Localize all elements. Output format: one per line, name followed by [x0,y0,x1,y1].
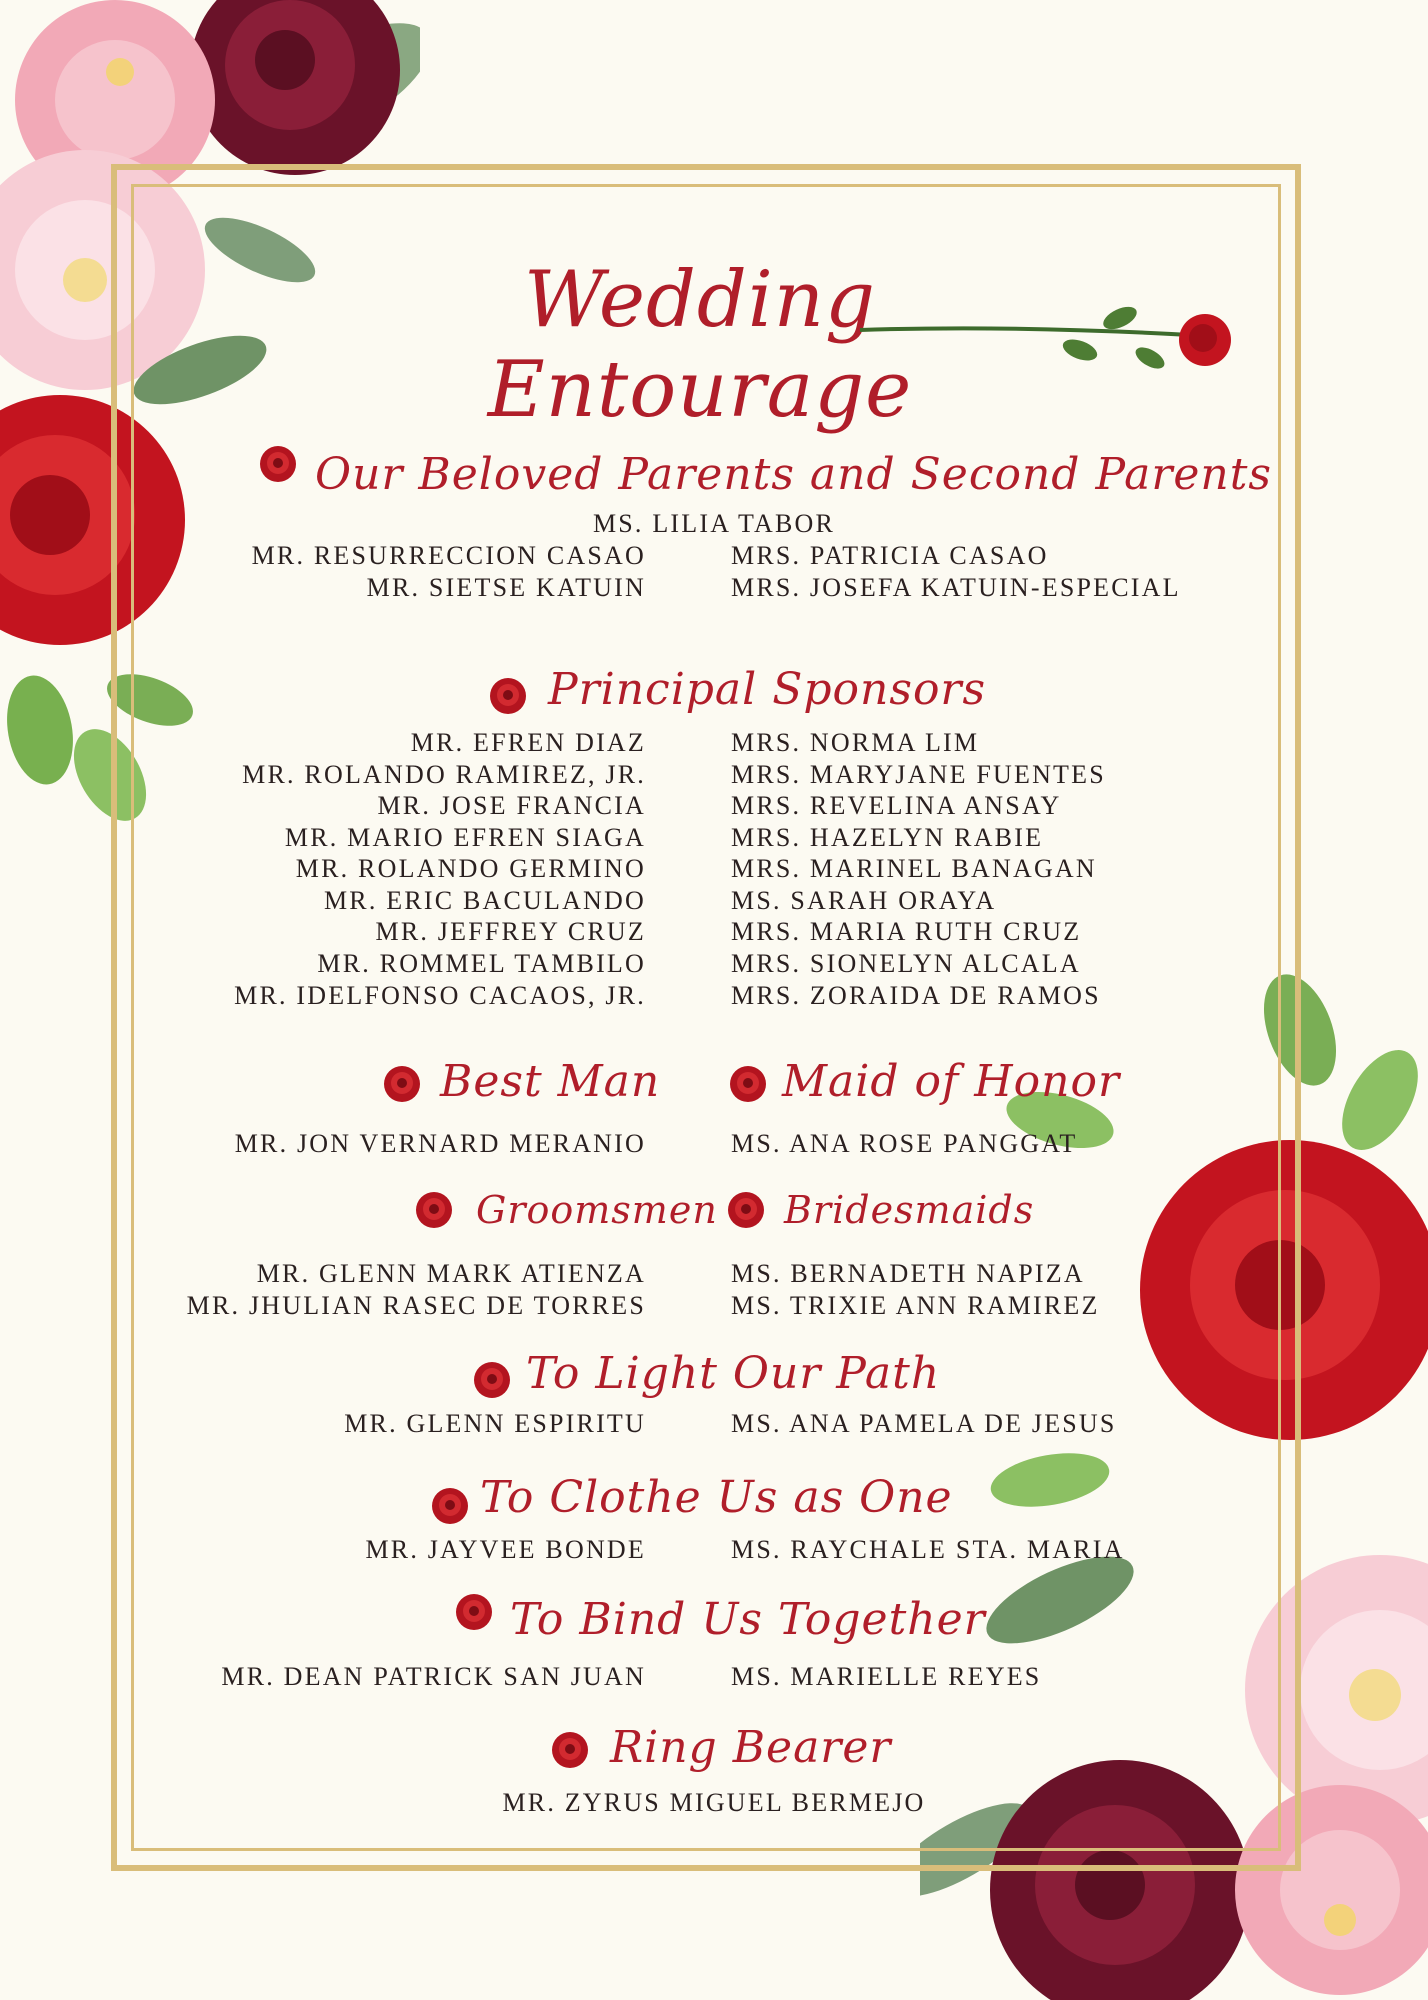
parent-name: MR. RESURRECCION CASAO [251,541,646,570]
maid-of-honor-name: MS. ANA ROSE PANGGAT [731,1129,1078,1158]
rose-bullet-icon [728,1064,768,1104]
sponsor-name: MR. MARIO EFREN SIAGA [284,823,646,852]
candle-sponsor-name: MS. ANA PAMELA DE JESUS [731,1409,1117,1438]
sponsor-name: MR. JOSE FRANCIA [377,791,646,820]
section-heading-clothe: To Clothe Us as One [480,1472,953,1523]
sponsor-name: MR. ROLANDO RAMIREZ, JR. [242,760,646,789]
rose-bullet-icon [550,1730,590,1770]
rose-stem-icon [860,290,1240,380]
sponsor-name: MR. JEFFREY CRUZ [375,917,646,946]
parent-name: MRS. JOSEFA KATUIN-ESPECIAL [731,573,1181,602]
sponsor-name: MS. SARAH ORAYA [731,886,997,915]
section-heading-parents: Our Beloved Parents and Second Parents [315,449,1272,500]
sponsor-name: MRS. NORMA LIM [731,728,980,757]
candle-sponsor-name: MR. GLENN ESPIRITU [344,1409,646,1438]
sponsor-name: MR. EFREN DIAZ [410,728,646,757]
sponsor-name: MR. ROLANDO GERMINO [295,854,646,883]
section-heading-bridesmaids: Bridesmaids [784,1188,1035,1232]
sponsor-name: MRS. REVELINA ANSAY [731,791,1062,820]
parent-name: MRS. PATRICIA CASAO [731,541,1049,570]
groomsman-name: MR. JHULIAN RASEC DE TORRES [186,1291,646,1320]
rose-bullet-icon [454,1592,494,1632]
section-heading-maid-of-honor: Maid of Honor [782,1056,1120,1107]
rose-bullet-icon [488,676,528,716]
section-heading-groomsmen: Groomsmen [476,1188,718,1232]
bridesmaid-name: MS. TRIXIE ANN RAMIREZ [731,1291,1100,1320]
sponsor-name: MR. IDELFONSO CACAOS, JR. [234,981,646,1010]
rose-bullet-icon [430,1486,470,1526]
section-heading-best-man: Best Man [440,1056,661,1107]
page-title: Wedding Entourage [487,255,913,435]
sponsor-name: MR. ERIC BACULANDO [323,886,646,915]
best-man-name: MR. JON VERNARD MERANIO [234,1129,646,1158]
sponsor-name: MRS. MARYJANE FUENTES [731,760,1106,789]
parent-name: MR. SIETSE KATUIN [366,573,646,602]
section-heading-bind: To Bind Us Together [510,1594,986,1645]
cord-sponsor-name: MS. MARIELLE REYES [731,1662,1042,1691]
section-heading-light: To Light Our Path [526,1348,941,1399]
sponsor-name: MRS. ZORAIDA DE RAMOS [731,981,1101,1010]
groomsman-name: MR. GLENN MARK ATIENZA [256,1259,646,1288]
ring-bearer-name: MR. ZYRUS MIGUEL BERMEJO [502,1788,926,1817]
section-heading-ring-bearer: Ring Bearer [610,1722,892,1773]
rose-bullet-icon [414,1190,454,1230]
sponsor-name: MRS. HAZELYN RABIE [731,823,1044,852]
veil-sponsor-name: MS. RAYCHALE STA. MARIA [731,1535,1125,1564]
veil-sponsor-name: MR. JAYVEE BONDE [365,1535,646,1564]
rose-bullet-icon [258,444,298,484]
parent-name: MS. LILIA TABOR [592,509,836,538]
bridesmaid-name: MS. BERNADETH NAPIZA [731,1259,1085,1288]
rose-bullet-icon [726,1190,766,1230]
sponsor-name: MRS. MARIA RUTH CRUZ [731,917,1082,946]
sponsor-name: MRS. MARINEL BANAGAN [731,854,1097,883]
rose-bullet-icon [382,1064,422,1104]
cord-sponsor-name: MR. DEAN PATRICK SAN JUAN [221,1662,646,1691]
rose-bullet-icon [472,1360,512,1400]
section-heading-sponsors: Principal Sponsors [548,664,987,715]
sponsor-name: MRS. SIONELYN ALCALA [731,949,1081,978]
sponsor-name: MR. ROMMEL TAMBILO [317,949,646,978]
